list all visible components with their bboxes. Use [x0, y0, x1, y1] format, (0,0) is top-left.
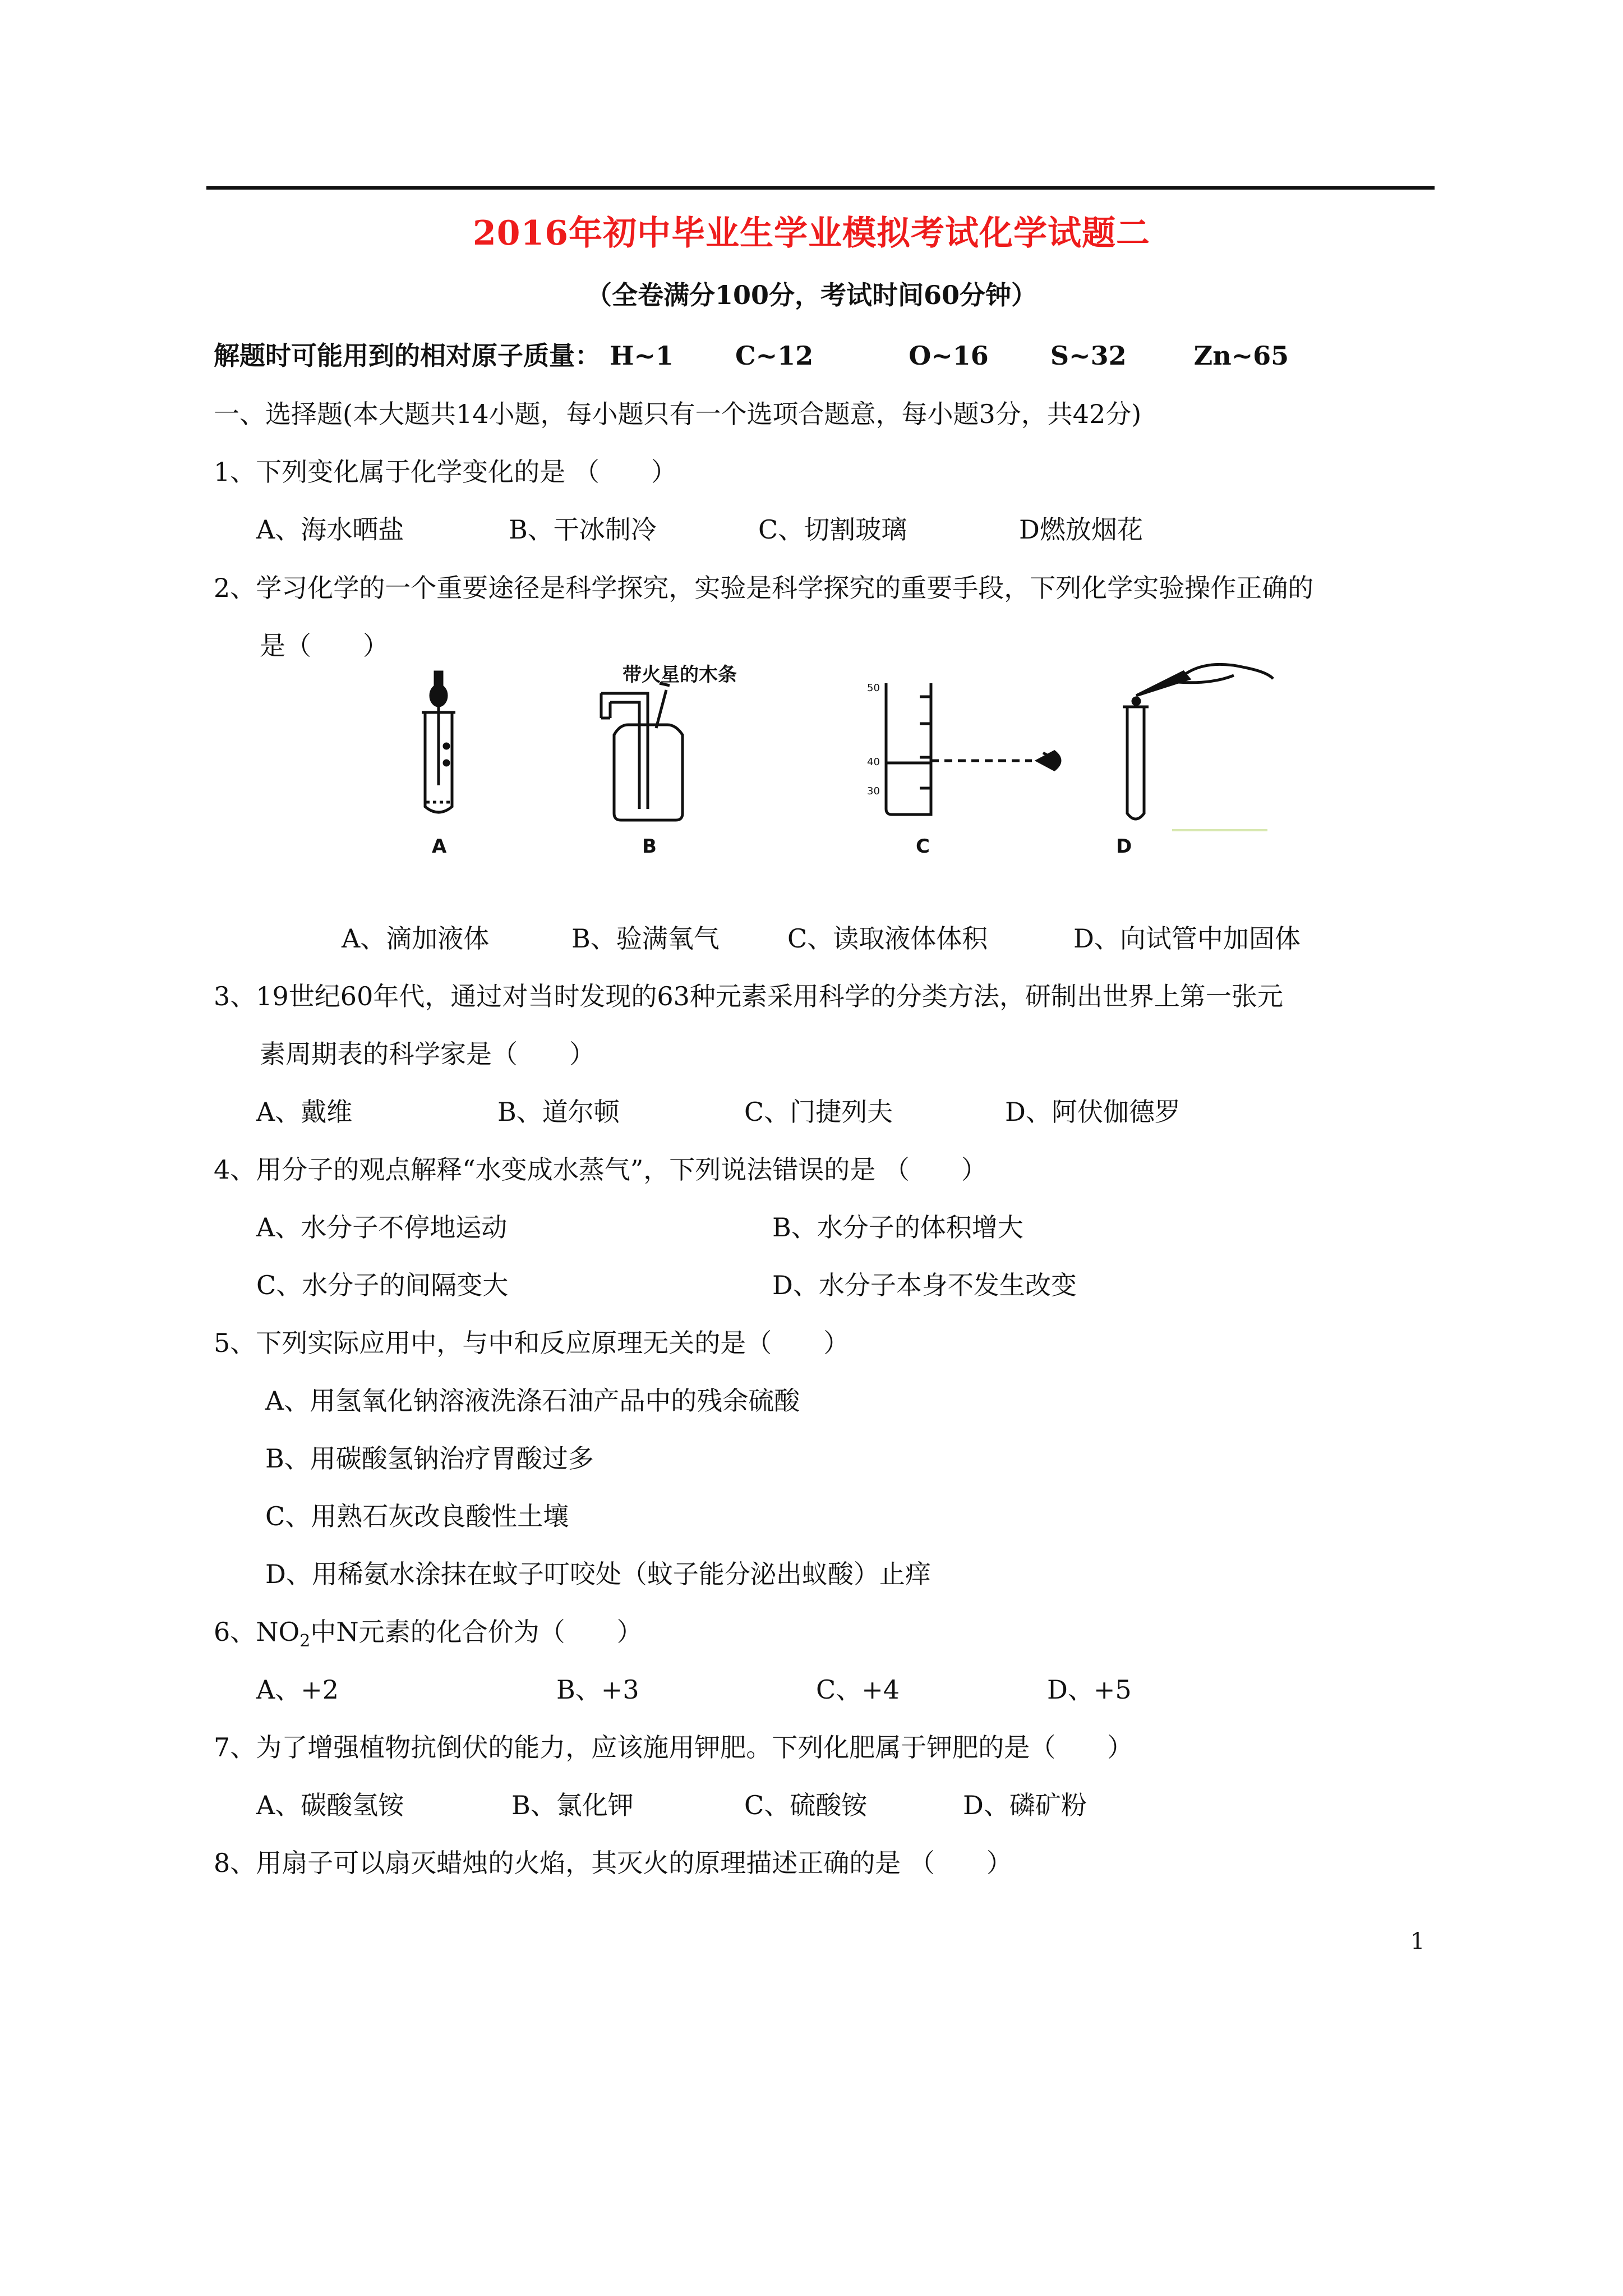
scale-tick-50: 50	[867, 682, 880, 694]
question-2-line-1: 2、学习化学的一个重要途径是科学探究，实验是科学探究的重要手段，下列化学实验操作正确的	[214, 573, 1314, 603]
mass-h: H~1	[610, 341, 674, 371]
q6-option-c: C、+4	[816, 1674, 900, 1705]
exam-subtitle: （全卷满分100分，考试时间60分钟）	[585, 280, 1038, 310]
q7-option-a: A、碳酸氢铵	[256, 1790, 404, 1820]
q4-option-c: C、水分子的间隔变大	[256, 1270, 509, 1300]
question-3-line-2: 素周期表的科学家是（ ）	[260, 1039, 595, 1069]
q6-text-start: 6、NO	[214, 1617, 300, 1647]
atomic-masses	[214, 335, 1289, 372]
q7-option-b: B、氯化钾	[511, 1790, 634, 1820]
question-2-line-2: 是（ ）	[260, 631, 389, 661]
q1-option-c: C、切割玻璃	[758, 514, 907, 545]
q6-text-end: 中N元素的化合价为（ ）	[310, 1617, 643, 1647]
q1-option-b: B、干冰制冷	[509, 514, 657, 545]
figure-label-a: A	[432, 835, 447, 858]
q6-option-d: D、+5	[1047, 1674, 1132, 1705]
q5-option-c: C、用熟石灰改良酸性土壤	[265, 1501, 569, 1531]
scale-tick-30: 30	[867, 785, 880, 797]
q2-option-c: C、读取液体体积	[787, 923, 988, 954]
q4-option-d: D、水分子本身不发生改变	[772, 1270, 1077, 1300]
atomic-masses-label: 解题时可能用到的相对原子质量：	[214, 341, 601, 371]
q6-option-a: A、+2	[256, 1674, 339, 1705]
q1-option-a: A、海水晒盐	[256, 514, 404, 545]
q2-option-b: B、验满氧气	[571, 923, 720, 954]
header-rule	[206, 186, 1435, 190]
question-1: 1、下列变化属于化学变化的是 （ ）	[214, 457, 677, 487]
mass-c: C~12	[735, 341, 814, 371]
q5-option-d: D、用稀氨水涂抹在蚊子叮咬处（蚊子能分泌出蚁酸）止痒	[265, 1559, 931, 1589]
figure-label-b: B	[642, 835, 657, 858]
q2-option-d: D、向试管中加固体	[1073, 923, 1301, 954]
section-one-heading: 一、选择题(本大题共14小题，每小题只有一个选项合题意，每小题3分，共42分)	[214, 399, 1142, 429]
q3-option-d: D、阿伏伽德罗	[1005, 1097, 1181, 1127]
q4-option-b: B、水分子的体积增大	[772, 1212, 1023, 1243]
question-4: 4、用分子的观点解释“水变成水蒸气”，下列说法错误的是 （ ）	[214, 1154, 987, 1185]
figure-label-d: D	[1116, 835, 1132, 858]
q3-option-c: C、门捷列夫	[744, 1097, 893, 1127]
lab-operations-figure	[393, 662, 1324, 864]
question-6	[214, 1612, 643, 1651]
question-3-line-1: 3、19世纪60年代，通过对当时发现的63种元素采用科学的分类方法，研制出世界上第一张元	[214, 981, 1283, 1011]
question-5: 5、下列实际应用中，与中和反应原理无关的是（ ）	[214, 1328, 850, 1358]
figure-label-c: C	[916, 835, 930, 858]
question-8: 8、用扇子可以扇灭蜡烛的火焰，其灭火的原理描述正确的是 （ ）	[214, 1848, 1012, 1878]
q7-option-d: D、磷矿粉	[963, 1790, 1087, 1820]
mass-zn: Zn~65	[1193, 341, 1289, 371]
q3-option-b: B、道尔顿	[497, 1097, 620, 1127]
q6-subscript: 2	[299, 1631, 311, 1651]
q2-option-a: A、滴加液体	[342, 923, 490, 954]
q6-option-b: B、+3	[556, 1674, 639, 1705]
q7-option-c: C、硫酸铵	[744, 1790, 868, 1820]
q4-option-a: A、水分子不停地运动	[256, 1212, 508, 1243]
splint-annotation: 带火星的木条	[623, 664, 737, 686]
mass-s: S~32	[1050, 341, 1127, 371]
page-number: 1	[1410, 1929, 1425, 1954]
scale-tick-40: 40	[867, 756, 880, 768]
exam-title: 2016年初中毕业生学业模拟考试化学试题二	[473, 214, 1150, 253]
q3-option-a: A、戴维	[256, 1097, 353, 1127]
q5-option-a: A、用氢氧化钠溶液洗涤石油产品中的残余硫酸	[265, 1386, 800, 1416]
question-7: 7、为了增强植物抗倒伏的能力，应该施用钾肥。下列化肥属于钾肥的是（ ）	[214, 1732, 1133, 1763]
q5-option-b: B、用碳酸氢钠治疗胃酸过多	[265, 1443, 594, 1474]
mass-o: O~16	[909, 341, 989, 371]
q1-option-d: D燃放烟花	[1019, 514, 1143, 545]
